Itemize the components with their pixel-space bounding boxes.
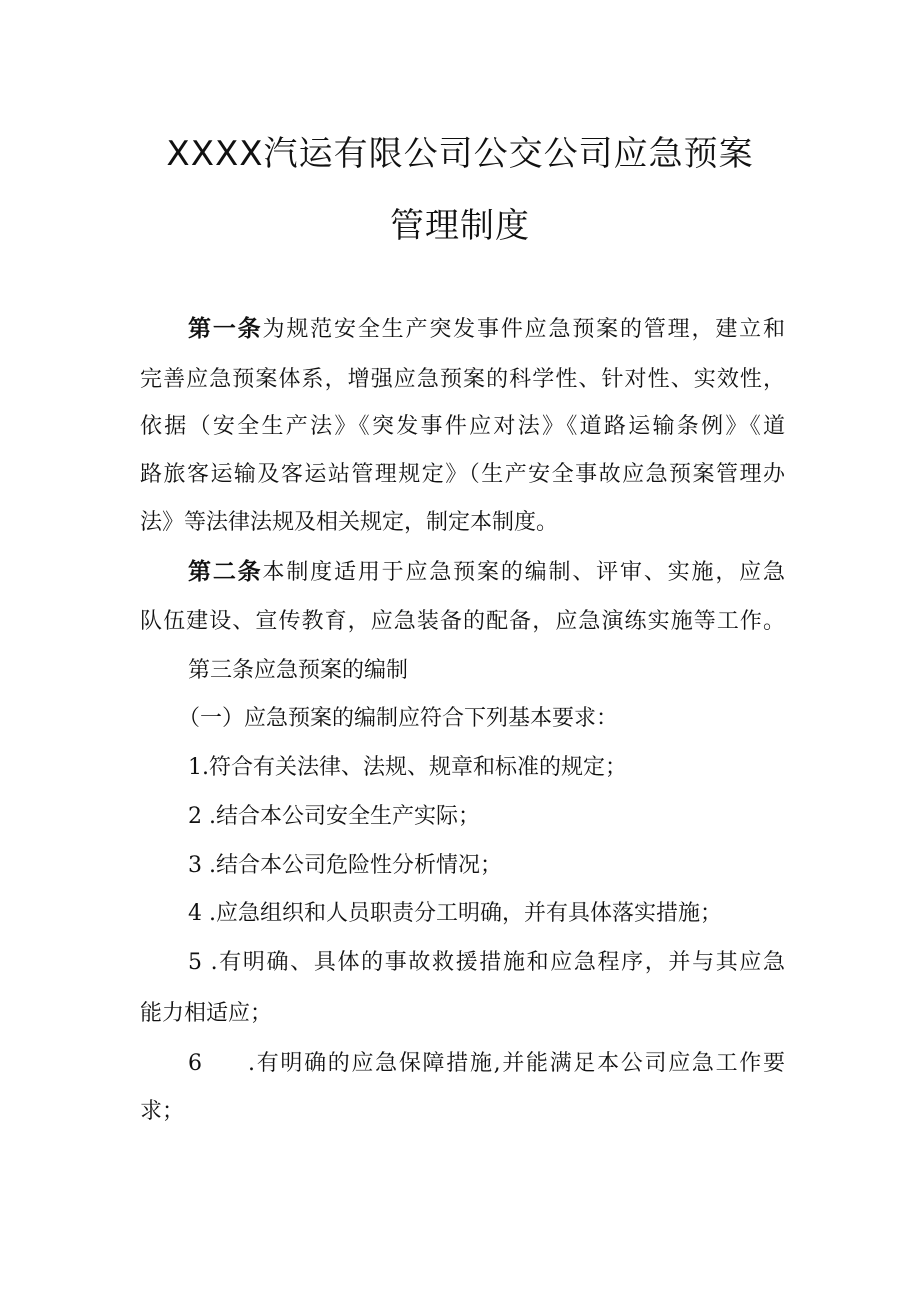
article-3-subsection-1: （一）应急预案的编制应符合下列基本要求：	[178, 706, 619, 731]
article-1-line-1	[188, 314, 785, 345]
list-item-5-line-2: 能力相适应；	[140, 1001, 273, 1026]
list-item-6-number: 6	[188, 1051, 202, 1076]
list-item-6-text: .有明确的应急保障措施,并能满足本公司应急工作要	[248, 1051, 785, 1076]
list-item-6-line-1	[188, 1049, 785, 1079]
list-item-4: 4 .应急组织和人员职责分工明确，并有具体落实措施；	[188, 901, 722, 926]
list-item-2: 2 .结合本公司安全生产实际；	[188, 804, 480, 829]
article-2-heading: 第二条	[188, 559, 263, 585]
article-1-text-1: 为规范安全生产突发事件应急预案的管理，建立和	[262, 317, 785, 342]
article-1-line-5: 法》等法律法规及相关规定，制定本制度。	[140, 510, 559, 535]
list-item-3: 3 .结合本公司危险性分析情况；	[188, 853, 502, 878]
article-2-text-1: 本制度适用于应急预案的编制、评审、实施，应急	[262, 560, 785, 585]
article-1-heading: 第一条	[188, 316, 263, 342]
article-1-line-4: 路旅客运输及客运站管理规定》（生产安全事故应急预案管理办	[140, 462, 785, 487]
article-1-line-3: 依据（安全生产法》《突发事件应对法》《道路运输条例》《道	[140, 414, 785, 439]
article-3-heading: 第三条应急预案的编制	[188, 658, 409, 683]
document-title-line-1: XXXX汽运有限公司公交公司应急预案	[166, 134, 754, 174]
article-2-line-1	[188, 557, 785, 588]
document-title-line-2: 管理制度	[390, 206, 530, 246]
list-item-1: 1.符合有关法律、法规、规章和标准的规定；	[188, 755, 627, 780]
list-item-6-line-2: 求；	[140, 1099, 185, 1124]
article-2-line-2: 队伍建设、宣传教育，应急装备的配备，应急演练实施等工作。	[140, 609, 785, 634]
article-1-line-2: 完善应急预案体系，增强应急预案的科学性、针对性、实效性，	[140, 367, 785, 392]
list-item-5-line-1: 5 .有明确、具体的事故救援措施和应急程序，并与其应急	[188, 950, 785, 975]
